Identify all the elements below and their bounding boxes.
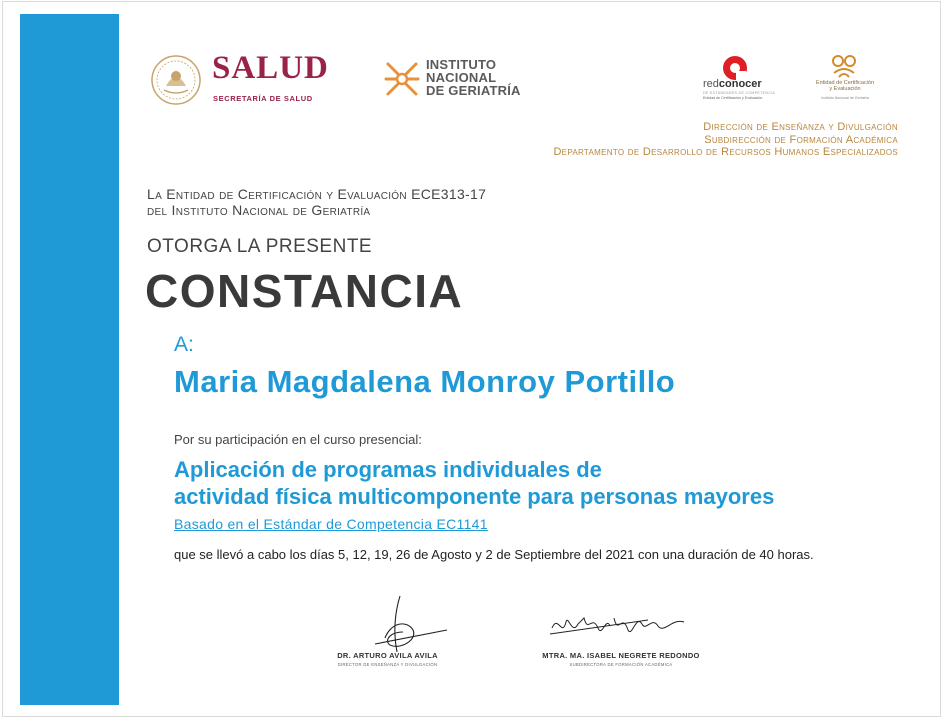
conocer-subtitle-2: Entidad de Certificación y Evaluación [703,96,763,100]
signature-2-image [548,608,688,644]
competency-standard-link[interactable]: Basado en el Estándar de Competencia EC1141 [174,516,488,532]
signer-2-name: MTRA. MA. ISABEL NEGRETE REDONDO [542,651,700,660]
geriatria-logo-text [426,58,521,97]
signer-1-role: DIRECTOR DE ENSEÑANZA Y DIVULGACIÓN [337,662,438,667]
geriatria-line-2: NACIONAL [426,70,497,85]
salud-subtitle: SECRETARÍA DE SALUD [213,94,313,103]
signer-2-role: SUBDIRECTORA DE FORMACIÓN ACADÉMICA [569,662,673,667]
signer-1-name: DR. ARTURO AVILA AVILA [337,651,438,660]
course-title-line-2: actividad física multicomponente para personas mayores [174,484,775,509]
issuing-entity [147,186,486,218]
ece-subtitle: Instituto Nacional de Geriatría [821,96,869,100]
recipient-name: Maria Magdalena Monroy Portillo [174,364,676,399]
signer-1 [300,651,475,667]
side-stripe [20,14,119,705]
geriatria-logo-icon [382,58,422,100]
ece-logo-icon [829,53,859,79]
department-line: Subdirección de Formación Académica [704,133,898,146]
signature-1-image [355,592,450,656]
ece-logo-text: Entidad de Certificación y Evaluación [815,80,875,92]
course-title-line-1: Aplicación de programas individuales de [174,457,602,482]
mexico-seal-icon [150,54,202,106]
conocer-logo-text: redconocer [703,78,762,90]
conocer-subtitle: DE ESTÁNDARES DE COMPETENCIA [703,91,776,95]
geriatria-line-3: DE GERIATRÍA [426,83,521,98]
geriatria-line-1: INSTITUTO [426,57,497,72]
salud-logo-text: SALUD [212,50,329,86]
entity-line-2: del Instituto Nacional de Geriatría [147,202,371,218]
grant-heading: OTORGA LA PRESENTE [147,236,373,257]
entity-line-1: La Entidad de Certificación y Evaluación ECE313-17 [147,186,487,202]
department-block [553,121,898,159]
department-line: Departamento de Desarrollo de Recursos Humanos Especializados [553,146,898,158]
recipient-label: A: [174,333,194,356]
course-title [174,456,774,510]
certificate-title: CONSTANCIA [145,265,464,317]
signer-2 [508,651,734,667]
department-line: Dirección de Enseñanza y Divulgación [703,121,898,133]
certificate-frame [2,1,941,717]
course-dates-text: que se llevó a cabo los días 5, 12, 19, 26 de Agosto y 2 de Septiembre del 2021 con una duración de 40 horas. [174,547,814,562]
participation-text: Por su participación en el curso presencial: [174,432,422,447]
